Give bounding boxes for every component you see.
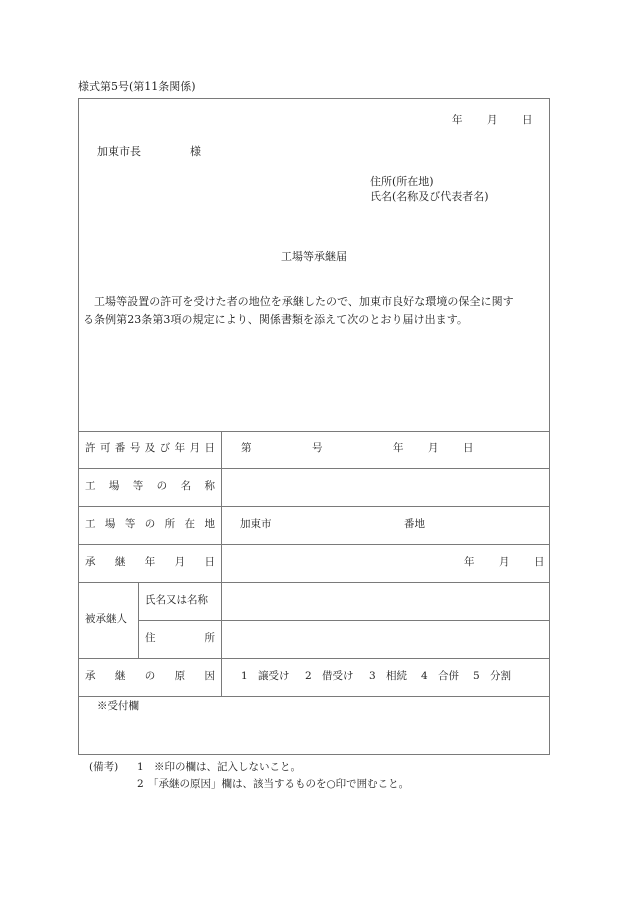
document-title: 工場等承継届: [281, 250, 347, 263]
succession-reason-label: 承 継 の 原 因: [85, 670, 215, 682]
predecessor-label: 被承継人: [85, 613, 127, 625]
note-1-text: ※印の欄は、記入しないこと。: [154, 761, 301, 773]
applicant-name-label: 氏名(名称及び代表者名): [370, 190, 489, 203]
permit-year: 年: [393, 442, 404, 454]
reason-option-1-number: 1: [241, 670, 248, 682]
row-divider: [78, 506, 550, 507]
body-text-line-2: る条例第23条第3項の規定により、関係書類を添えて次のとおり届け出ます。: [83, 313, 468, 326]
reason-option-2[interactable]: 借受け: [322, 670, 354, 682]
permit-dai: 第: [241, 442, 252, 454]
factory-location-label: 工 場 等 の 所 在 地: [85, 518, 215, 530]
reception-label: ※受付欄: [97, 700, 139, 712]
location-banchi: 番地: [404, 518, 425, 530]
row-divider: [78, 468, 550, 469]
body-text-line-1: 工場等設置の許可を受けた者の地位を承継したので、加東市良好な環境の保全に関す: [94, 295, 514, 308]
reason-option-1[interactable]: 譲受け: [258, 670, 290, 682]
factory-name-label: 工 場 等 の 名 称: [85, 480, 215, 492]
succession-year: 年: [464, 556, 475, 568]
submission-date-year: 年: [452, 114, 463, 126]
row-divider: [78, 658, 550, 659]
reason-option-5-number: 5: [473, 670, 480, 682]
submission-date-month: 月: [487, 114, 498, 126]
note-2-text: 「承継の原因」欄は、該当するものを○印で囲むこと。: [148, 778, 410, 790]
table-top-line: [78, 431, 550, 432]
reason-option-3[interactable]: 相続: [386, 670, 407, 682]
reason-option-4[interactable]: 合併: [438, 670, 459, 682]
row-divider: [78, 696, 550, 697]
row-divider: [78, 544, 550, 545]
note-1-number: 1: [137, 761, 144, 773]
reason-option-5[interactable]: 分割: [490, 670, 511, 682]
reason-option-3-number: 3: [369, 670, 376, 682]
addressee: 加東市長: [97, 145, 141, 158]
note-2-number: 2: [137, 778, 144, 790]
succession-month: 月: [499, 556, 510, 568]
permit-month: 月: [428, 442, 439, 454]
submission-date-day: 日: [522, 114, 533, 126]
reason-option-2-number: 2: [305, 670, 312, 682]
reason-option-4-number: 4: [421, 670, 428, 682]
applicant-address-label: 住所(所在地): [370, 175, 434, 188]
predecessor-subcolumn-divider: [138, 582, 139, 658]
label-column-divider: [221, 431, 222, 696]
permit-go: 号: [312, 442, 323, 454]
form-number: 様式第5号(第11条関係): [78, 80, 196, 93]
predecessor-address-label: 住 所: [145, 632, 215, 644]
row-divider: [78, 582, 550, 583]
row-divider: [138, 620, 550, 621]
permit-day: 日: [463, 442, 474, 454]
permit-number-date-label: 許 可 番 号 及 び 年 月 日: [85, 442, 215, 454]
honorific: 様: [190, 145, 201, 158]
location-city: 加東市: [240, 518, 272, 530]
predecessor-name-label: 氏名又は名称: [145, 594, 208, 606]
succession-day: 日: [534, 556, 545, 568]
notes-prefix: (備考): [89, 761, 119, 773]
succession-date-label: 承 継 年 月 日: [85, 556, 215, 568]
